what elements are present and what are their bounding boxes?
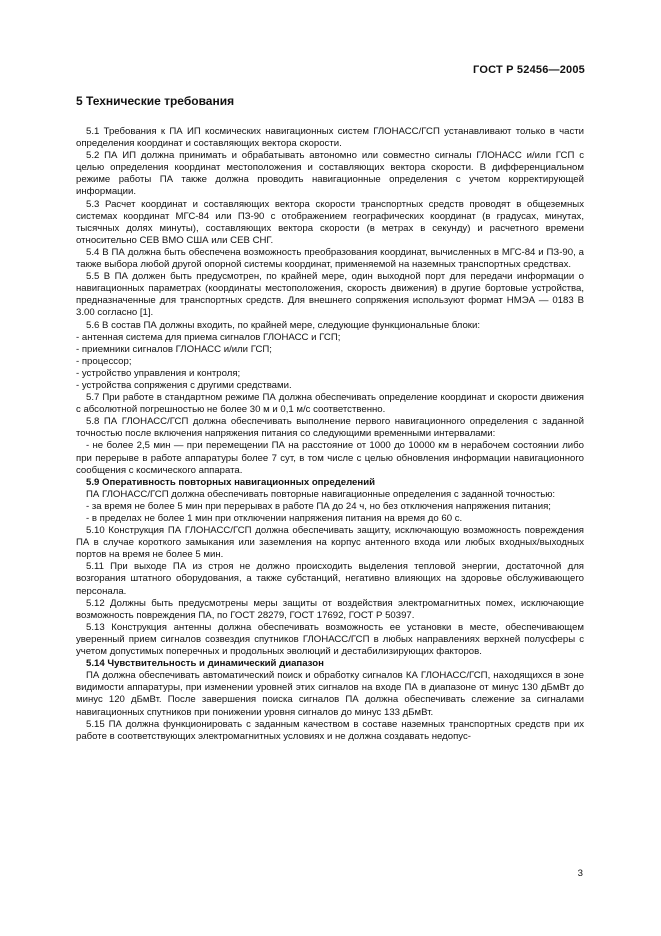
- paragraph-5-3: 5.3 Расчет координат и составляющих вектора скорости транспортных средств проводят в общеземных системах координат МГС-84 или ПЗ-90 с отображением географических координат (в градусах, минутах, тысячных долях минуты), составляющих вектора скорости (в метрах в секунду) и расчетного времени относительно СЕВ ВМО США или СЕВ СНГ.: [76, 198, 584, 246]
- paragraph-5-6: 5.6 В состав ПА должны входить, по крайней мере, следующие функциональные блоки:: [86, 319, 481, 331]
- page-number: 3: [577, 868, 583, 879]
- paragraph-5-9: ПА ГЛОНАСС/ГСП должна обеспечивать повторные навигационные определения с заданной точностью:: [86, 488, 556, 500]
- paragraph-5-7: 5.7 При работе в стандартном режиме ПА должна обеспечивать определение координат и скорости движения с абсолютной погрешностью не более 30 м и 0,1 м/с соответственно.: [76, 392, 584, 416]
- paragraph-5-13: 5.13 Конструкция антенны должна обеспечивать возможность ее установки в месте, обеспечивающем уверенный прием сигналов созвездия спутников ГЛОНАСС/ГСП в любых направлениях верхней полусферы с учетом допустимых поперечных и продольных эволюций и дестабилизирующих факторов.: [76, 621, 584, 658]
- subsection-title-5-9: 5.9 Оперативность повторных навигационных определений: [86, 476, 375, 488]
- paragraph-5-12: 5.12 Должны быть предусмотрены меры защиты от воздействия электромагнитных помех, исключающие возможность повреждения ПА, по ГОСТ 28279, ГОСТ 17692, ГОСТ Р 50397.: [76, 597, 584, 621]
- paragraph-5-8: 5.8 ПА ГЛОНАСС/ГСП должна обеспечивать выполнение первого навигационного определения с заданной точностью после включения напряжения питания со следующими временными интервалами:: [76, 416, 584, 440]
- document-body: [76, 94, 584, 743]
- subsection-title-5-14: 5.14 Чувствительность и динамический диапазон: [86, 658, 324, 670]
- document-id: ГОСТ Р 52456—2005: [473, 64, 585, 76]
- list-item: - устройства сопряжения с другими средствами.: [76, 379, 292, 391]
- section-title: 5 Технические требования: [76, 94, 235, 108]
- paragraph-5-15: 5.15 ПА должна функционировать с заданным качеством в составе наземных транспортных средств при их работе в соответствующих электромагнитных условиях и не должна создавать недопус-: [76, 718, 584, 742]
- list-item: - устройство управления и контроля;: [76, 367, 241, 379]
- paragraph-5-4: 5.4 В ПА должна быть обеспечена возможность преобразования координат, вычисленных в МГС-84 и ПЗ-90, а также выбора любой другой опорной системы координат, применяемой на наземных транспортных средствах.: [76, 246, 584, 271]
- paragraph-5-9-item: - за время не более 5 мин при перерывах в работе ПА до 24 ч, но без отключения напряжения питания;: [86, 500, 551, 512]
- paragraph-5-5: 5.5 В ПА должен быть предусмотрен, по крайней мере, один выходной порт для передачи информации о навигационных параметрах (координаты местоположения, скорость движения) в другие бортовые устройства, предназначенные для транспортных средств. Для внешнего сопряжения используют формат НМЭА — 0183 В 3.00 согласно [1].: [76, 271, 584, 319]
- paragraph-5-9-item: - в пределах не более 1 мин при отключении напряжения питания на время до 60 с.: [86, 513, 463, 524]
- paragraph-5-8-item: - не более 2,5 мин — при перемещении ПА на расстояние от 1000 до 10000 км в нерабочем состоянии либо при перерыве в работе аппаратуры более 7 сут, в том числе с целью обновления информации навигационного сообщения с космического аппарата.: [76, 440, 584, 476]
- paragraph-5-1: 5.1 Требования к ПА ИП космических навигационных систем ГЛОНАСС/ГСП устанавливают только в части определения координат и составляющих вектора скорости.: [76, 126, 584, 150]
- list-item: - антенная система для приема сигналов ГЛОНАСС и ГСП;: [76, 331, 341, 343]
- paragraph-5-10: 5.10 Конструкция ПА ГЛОНАСС/ГСП должна обеспечивать защиту, исключающую возможность повреждения ПА в случае короткого замыкания или заземления на корпус антенного входа или любых входных/выходных портов на время не более 5 мин.: [76, 525, 584, 561]
- list-item: - процессор;: [76, 355, 132, 367]
- list-item: - приемники сигналов ГЛОНАСС и/или ГСП;: [76, 343, 272, 355]
- paragraph-5-14: ПА должна обеспечивать автоматический поиск и обработку сигналов КА ГЛОНАСС/ГСП, находящихся в зоне видимости аппаратуры, при изменении уровней этих сигналов на входе ПА в диапазоне от минус 130 дБмВт до минус 120 дБмВт. После завершения поиска сигналов ПА должна обеспечивать слежение за сигналами навигационных спутников при понижении уровня сигналов до минус 133 дБмВт.: [76, 670, 584, 718]
- paragraph-5-2: 5.2 ПА ИП должна принимать и обрабатывать автономно или совместно сигналы ГЛОНАСС и/или ГСП с целью определения координат местоположения и составляющих вектора скорости. В дифференциальном режиме работы ПА также должна проводить навигационные определения с учетом корректирующей информации.: [76, 150, 584, 198]
- paragraph-5-11: 5.11 При выходе ПА из строя не должно происходить выделения тепловой энергии, достаточной для возгорания штатного оборудования, а также субстанций, негативно влияющих на здоровье обслуживающего персонала.: [76, 561, 584, 597]
